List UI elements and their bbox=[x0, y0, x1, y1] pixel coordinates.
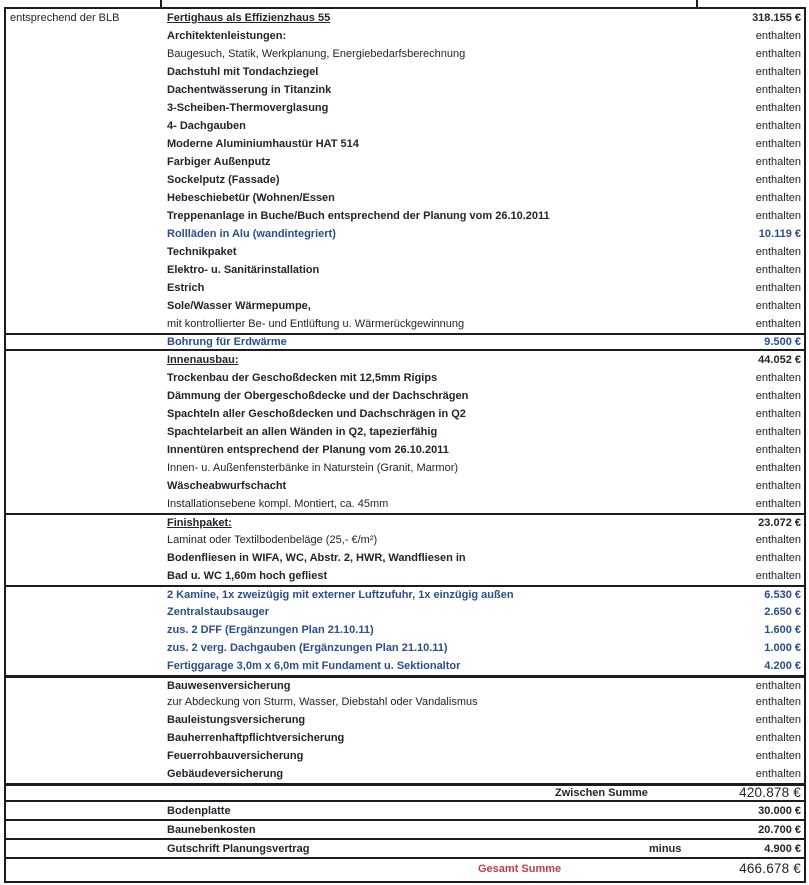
row-description: Bohrung für Erdwärme bbox=[167, 336, 287, 348]
row-value: 2.650 € bbox=[764, 606, 801, 618]
table-row bbox=[6, 333, 804, 351]
table-row bbox=[6, 63, 804, 81]
row-value: 6.530 € bbox=[764, 589, 801, 601]
table-row bbox=[6, 135, 804, 153]
row-description: Bodenfliesen in WIFA, WC, Abstr. 2, HWR, Wandfliesen in bbox=[167, 552, 466, 564]
row-value: enthalten bbox=[755, 84, 801, 96]
row-description: Innenausbau: bbox=[167, 354, 239, 366]
table-row bbox=[6, 549, 804, 567]
table-row bbox=[6, 495, 804, 513]
table-row bbox=[6, 621, 804, 639]
table-row bbox=[6, 802, 804, 821]
row-description: Architektenleistungen: bbox=[167, 30, 287, 42]
table-row bbox=[6, 477, 804, 495]
row-value: enthalten bbox=[755, 210, 801, 222]
row-value: enthalten bbox=[755, 120, 801, 132]
row-value: enthalten bbox=[755, 390, 801, 402]
row-description: Finishpaket: bbox=[167, 517, 232, 529]
table-row bbox=[6, 747, 804, 765]
row-description: Bauwesenversicherung bbox=[167, 679, 291, 692]
row-description: Laminat oder Textilbodenbeläge (25,- €/m²) bbox=[167, 534, 378, 546]
row-value: 9.500 € bbox=[764, 336, 801, 348]
row-description: Installationsebene kompl. Montiert, ca. 45mm bbox=[167, 498, 389, 510]
row-description: Bad u. WC 1,60m hoch gefliest bbox=[167, 570, 328, 582]
row-value: enthalten bbox=[755, 138, 801, 150]
row-value: enthalten bbox=[755, 282, 801, 294]
table-row bbox=[6, 297, 804, 315]
table-row bbox=[6, 783, 804, 802]
table-row bbox=[6, 243, 804, 261]
row-description: Rollläden in Alu (wandintegriert) bbox=[167, 228, 336, 240]
row-value: enthalten bbox=[755, 318, 801, 330]
cost-table bbox=[4, 7, 806, 883]
table-row bbox=[6, 441, 804, 459]
row-value: enthalten bbox=[755, 372, 801, 384]
row-value: 420.878 € bbox=[739, 785, 801, 800]
row-value: 1.600 € bbox=[764, 624, 801, 636]
row-description: Moderne Aluminiumhaustür HAT 514 bbox=[167, 138, 359, 150]
row-value: enthalten bbox=[755, 300, 801, 312]
row-value: enthalten bbox=[755, 426, 801, 438]
row-description: Treppenanlage in Buche/Buch entsprechend der Planung vom 26.10.2011 bbox=[167, 210, 550, 222]
row-description: Sole/Wasser Wärmepumpe, bbox=[167, 300, 311, 312]
row-value: enthalten bbox=[755, 408, 801, 420]
row-value: enthalten bbox=[755, 732, 801, 744]
row-value: 4.200 € bbox=[764, 660, 801, 672]
row-description: Hebeschiebetür (Wohnen/Essen bbox=[167, 192, 335, 204]
row-description: Dachentwässerung in Titanzink bbox=[167, 84, 332, 96]
table-row bbox=[6, 171, 804, 189]
table-row bbox=[6, 765, 804, 783]
row-description: 3-Scheiben-Thermoverglasung bbox=[167, 102, 329, 114]
row-value: enthalten bbox=[755, 552, 801, 564]
row-value: enthalten bbox=[755, 66, 801, 78]
table-row bbox=[6, 99, 804, 117]
row-value: 466.678 € bbox=[739, 860, 801, 876]
table-row bbox=[6, 513, 804, 531]
row-description: Fertiggarage 3,0m x 6,0m mit Fundament u. Sektionaltor bbox=[167, 660, 461, 672]
row-description: Bauleistungsversicherung bbox=[167, 714, 306, 726]
table-row bbox=[6, 729, 804, 747]
row-summary-label: Gesamt Summe bbox=[478, 862, 562, 875]
row-value: 318.155 € bbox=[752, 12, 801, 24]
table-row bbox=[6, 189, 804, 207]
row-value: enthalten bbox=[755, 534, 801, 546]
table-row bbox=[6, 117, 804, 135]
row-description: Farbiger Außenputz bbox=[167, 156, 271, 168]
row-summary-label: minus bbox=[649, 842, 682, 855]
table-row bbox=[6, 387, 804, 405]
table-row bbox=[6, 315, 804, 333]
row-value: enthalten bbox=[755, 462, 801, 474]
table-row bbox=[6, 603, 804, 621]
table-row bbox=[6, 821, 804, 840]
table-row bbox=[6, 9, 804, 27]
row-description: Baugesuch, Statik, Werkplanung, Energiebedarfsberechnung bbox=[167, 48, 466, 60]
table-row bbox=[6, 711, 804, 729]
table-row bbox=[6, 153, 804, 171]
row-description: mit kontrollierter Be- und Entlüftung u. Wärmerückgewinnung bbox=[167, 318, 465, 330]
row-description: zus. 2 verg. Dachgauben (Ergänzungen Plan 21.10.11) bbox=[167, 642, 448, 654]
row-value: 30.000 € bbox=[758, 804, 801, 817]
row-value: enthalten bbox=[755, 48, 801, 60]
table-row bbox=[6, 859, 804, 878]
row-value: enthalten bbox=[755, 30, 801, 42]
row-description: Feuerrohbauversicherung bbox=[167, 750, 304, 762]
row-description: Sockelputz (Fassade) bbox=[167, 174, 280, 186]
row-value: enthalten bbox=[755, 444, 801, 456]
row-value: 20.700 € bbox=[758, 823, 801, 836]
row-value: enthalten bbox=[755, 750, 801, 762]
row-value: enthalten bbox=[755, 192, 801, 204]
row-value: enthalten bbox=[755, 156, 801, 168]
row-value: 10.119 € bbox=[758, 228, 801, 240]
row-value: enthalten bbox=[755, 714, 801, 726]
row-description: Bauherrenhaftpflichtversicherung bbox=[167, 732, 345, 744]
row-value: enthalten bbox=[755, 102, 801, 114]
row-description: Fertighaus als Effizienzhaus 55 bbox=[167, 12, 331, 24]
row-description: Bodenplatte bbox=[167, 804, 231, 817]
row-description: Gebäudeversicherung bbox=[167, 768, 284, 780]
row-description: 4- Dachgauben bbox=[167, 120, 246, 132]
row-description: Wäscheabwurfschacht bbox=[167, 480, 287, 492]
table-row bbox=[6, 585, 804, 603]
row-description: Technikpaket bbox=[167, 246, 237, 258]
table-row bbox=[6, 45, 804, 63]
row-value: enthalten bbox=[755, 570, 801, 582]
row-value: enthalten bbox=[755, 246, 801, 258]
table-row bbox=[6, 840, 804, 859]
table-row bbox=[6, 675, 804, 693]
table-row bbox=[6, 531, 804, 549]
row-description: Innen- u. Außenfensterbänke in Naturstein (Granit, Marmor) bbox=[167, 462, 459, 474]
table-row bbox=[6, 261, 804, 279]
row-description: Dämmung der Obergeschoßdecke und der Dachschrägen bbox=[167, 390, 469, 402]
row-description: Dachstuhl mit Tondachziegel bbox=[167, 66, 319, 78]
table-row bbox=[6, 27, 804, 45]
row-description: zur Abdeckung von Sturm, Wasser, Diebstahl oder Vandalismus bbox=[167, 696, 478, 708]
table-row bbox=[6, 81, 804, 99]
row-description: Trockenbau der Geschoßdecken mit 12,5mm Rigips bbox=[167, 372, 438, 384]
table-row bbox=[6, 567, 804, 585]
row-description: Gutschrift Planungsvertrag bbox=[167, 842, 310, 855]
table-row bbox=[6, 369, 804, 387]
row-value: 4.900 € bbox=[764, 842, 801, 855]
left-note-cell: entsprechend der BLB bbox=[10, 12, 120, 24]
table-row bbox=[6, 459, 804, 477]
row-description: Baunebenkosten bbox=[167, 823, 256, 836]
row-description: Elektro- u. Sanitärinstallation bbox=[167, 264, 320, 276]
table-row bbox=[6, 351, 804, 369]
row-value: 23.072 € bbox=[758, 517, 801, 529]
table-row bbox=[6, 405, 804, 423]
row-value: enthalten bbox=[755, 679, 801, 692]
row-value: enthalten bbox=[755, 264, 801, 276]
table-row bbox=[6, 423, 804, 441]
row-description: Zentralstaubsauger bbox=[167, 606, 270, 618]
row-description: Spachtelarbeit an allen Wänden in Q2, tapezierfähig bbox=[167, 426, 438, 438]
table-row bbox=[6, 693, 804, 711]
table-row bbox=[6, 279, 804, 297]
table-row bbox=[6, 657, 804, 675]
row-value: enthalten bbox=[755, 498, 801, 510]
row-value: 1.000 € bbox=[764, 642, 801, 654]
row-value: enthalten bbox=[755, 480, 801, 492]
row-value: enthalten bbox=[755, 174, 801, 186]
row-description: Estrich bbox=[167, 282, 205, 294]
row-value: enthalten bbox=[755, 768, 801, 780]
row-summary-label: Zwischen Summe bbox=[555, 787, 648, 799]
table-row bbox=[6, 225, 804, 243]
row-description: Innentüren entsprechend der Planung vom 26.10.2011 bbox=[167, 444, 449, 456]
row-description: 2 Kamine, 1x zweizügig mit externer Luftzufuhr, 1x einzügig außen bbox=[167, 589, 514, 601]
row-value: 44.052 € bbox=[758, 354, 801, 366]
row-description: Spachteln aller Geschoßdecken und Dachschrägen in Q2 bbox=[167, 408, 466, 420]
table-row bbox=[6, 639, 804, 657]
table-row bbox=[6, 207, 804, 225]
row-value: enthalten bbox=[755, 696, 801, 708]
row-description: zus. 2 DFF (Ergänzungen Plan 21.10.11) bbox=[167, 624, 374, 636]
